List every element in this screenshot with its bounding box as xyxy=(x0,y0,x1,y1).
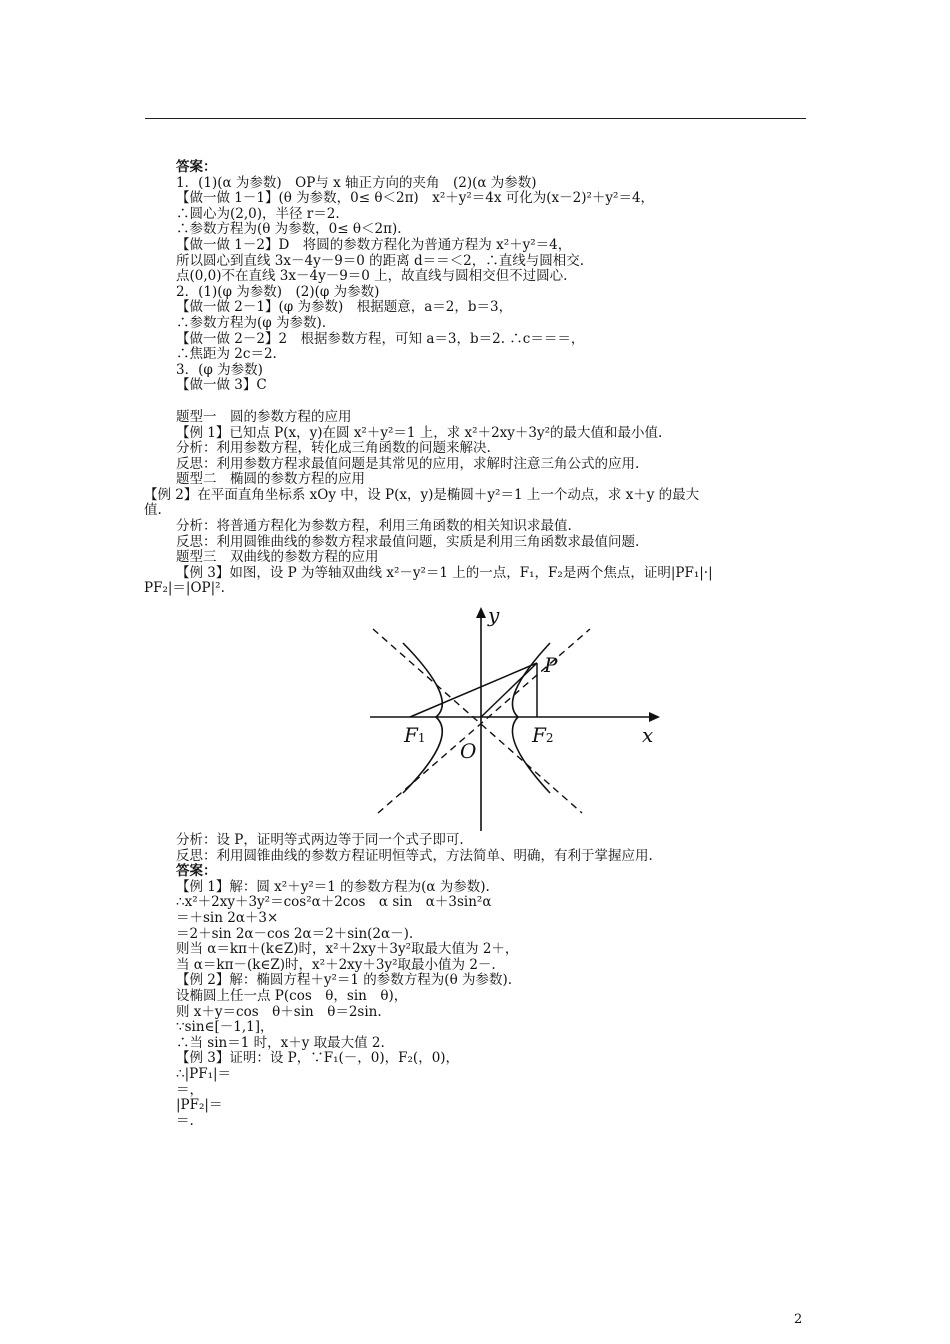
text-line: 【例 3】证明：设 P，∵F₁(－，0)，F₂(，0)， xyxy=(176,1050,460,1067)
text-line: 当 α＝kπ－(k∈Z)时，x²＋2xy＋3y²取最小值为 2－. xyxy=(176,956,496,973)
text-line: ＝2＋sin 2α－cos 2α＝2＋sin(2α－). xyxy=(176,925,414,942)
text-line: 1．(1)(α 为参数) OP与 x 轴正方向的夹角 (2)(α 为参数) xyxy=(176,174,537,191)
page-number: 2 xyxy=(794,1312,803,1327)
text-line: ∴圆心为(2,0)，半径 r＝2. xyxy=(176,205,340,222)
analysis-block xyxy=(176,833,816,864)
focus-F1-label xyxy=(404,725,426,748)
header-rule xyxy=(145,118,806,119)
x-axis-label: x xyxy=(642,723,654,748)
text-line: 【做一做 1－1】(θ 为参数，0≤ θ＜2π) x²＋y²＝4x 可化为(x－2)²＋y²＝4， xyxy=(176,190,655,207)
spacer xyxy=(176,394,816,410)
text-line: 设椭圆上任一点 P(cos θ，sin θ)， xyxy=(176,987,408,1004)
hyperbola-diagram xyxy=(370,603,670,831)
text-line: ∴焦距为 2c＝2. xyxy=(176,346,277,363)
text-line: 分析：利用参数方程，转化成三角函数的问题来解决. xyxy=(176,440,491,457)
text-line: 值. xyxy=(144,502,162,519)
focus-letter: F xyxy=(404,723,418,748)
segment-OP xyxy=(481,663,537,717)
text-line: ∴参数方程为(φ 为参数). xyxy=(176,314,327,331)
text-line: 所以圆心到直线 3x－4y－9＝0 的距离 d＝＝＜2，∴直线与圆相交. xyxy=(176,252,584,269)
focus-subscript: 2 xyxy=(545,731,554,746)
text-line: 【例 3】如图，设 P 为等轴双曲线 x²－y²＝1 上的一点，F₁，F₂是两个焦点，证明|PF₁|·| xyxy=(176,564,713,581)
text-line: 分析：设 P，证明等式两边等于同一个式子即可. xyxy=(176,832,464,849)
hyperbola-figure xyxy=(370,603,670,831)
text-line: 则 x＋y＝cos θ＋sin θ＝2sin. xyxy=(176,1003,382,1020)
text-line: |PF₂|＝ xyxy=(176,1097,223,1114)
text-line: ∴当 sin＝1 时，x＋y 取最大值 2. xyxy=(176,1034,385,1051)
x-axis-arrow xyxy=(649,712,660,722)
hyperbola-left-branch xyxy=(403,643,442,793)
segment-PF1 xyxy=(410,663,537,717)
text-line: ∴参数方程为(θ 为参数，0≤ θ＜2π). xyxy=(176,221,402,238)
text-line: 3．(φ 为参数) xyxy=(176,361,263,378)
point-P-label: P xyxy=(544,653,558,678)
section-heading: 题型二 椭圆的参数方程的应用 xyxy=(176,471,365,488)
y-axis-arrow xyxy=(476,607,486,618)
text-line: 【做一做 2－1】(φ 为参数) 根据题意，a＝2，b＝3， xyxy=(176,299,513,316)
answer-heading: 答案： xyxy=(176,863,217,880)
y-axis-label: y xyxy=(488,603,500,628)
text-line: 【做一做 1－2】D 将圆的参数方程化为普通方程为 x²＋y²＝4， xyxy=(176,236,572,253)
text-line: 点(0,0)不在直线 3x－4y－9＝0 上，故直线与圆相交但不过圆心. xyxy=(176,268,568,285)
answer-heading: 答案： xyxy=(176,159,217,175)
text-line: 【例 1】已知点 P(x，y)在圆 x²＋y²＝1 上，求 x²＋2xy＋3y²的最大值和最小值. xyxy=(176,424,663,441)
focus-subscript: 1 xyxy=(417,731,426,746)
section-heading: 题型三 双曲线的参数方程的应用 xyxy=(176,549,379,566)
page-content xyxy=(144,159,816,1129)
focus-F2-label xyxy=(532,725,554,748)
text-line: 2．(1)(φ 为参数) (2)(φ 为参数) xyxy=(176,283,380,300)
examples-block xyxy=(144,408,816,597)
text-line: 【做一做 2－2】2 根据参数方程，可知 a＝3，b＝2. ∴c＝＝＝， xyxy=(176,330,585,347)
text-line: ∴x²＋2xy＋3y²＝cos²α＋2cos α sin α＋3sin²α xyxy=(176,894,492,911)
text-line: ＝＋sin 2α＋3× xyxy=(176,910,279,926)
text-line: 反思：利用参数方程求最值问题是其常见的应用，求解时注意三角公式的应用. xyxy=(176,455,640,472)
text-line: 反思：利用圆锥曲线的参数方程求最值问题，实质是利用三角函数求最值问题. xyxy=(176,533,640,550)
section-heading: 题型一 圆的参数方程的应用 xyxy=(176,408,352,425)
text-line: 【做一做 3】C xyxy=(176,377,267,394)
origin-label: O xyxy=(460,739,477,764)
answers-block-1 xyxy=(176,176,816,394)
text-line: 则当 α＝kπ＋(k∈Z)时，x²＋2xy＋3y²取最大值为 2＋， xyxy=(176,941,519,958)
text-line: 反思：利用圆锥曲线的参数方程证明恒等式，方法简单、明确，有利于掌握应用. xyxy=(176,847,653,864)
text-line: 【例 2】在平面直角坐标系 xOy 中，设 P(x，y)是椭圆＋y²＝1 上一个动点，求 x＋y 的最大 xyxy=(144,486,700,503)
text-line: 分析：将普通方程化为参数方程，利用三角函数的相关知识求最值. xyxy=(176,518,572,535)
text-line: ∴|PF₁|＝ xyxy=(176,1065,232,1082)
focus-letter: F xyxy=(532,723,546,748)
text-line: ＝. xyxy=(176,1112,194,1129)
text-line: 【例 2】解：椭圆方程＋y²＝1 的参数方程为(θ 为参数). xyxy=(176,972,513,989)
text-line: ＝， xyxy=(176,1081,203,1098)
text-line: PF₂|＝|OP|². xyxy=(144,580,225,597)
answers-block-2 xyxy=(176,880,816,1130)
text-line: ∵sin∈[－1,1]， xyxy=(176,1019,274,1036)
text-line: 【例 1】解：圆 x²＋y²＝1 的参数方程为(α 为参数). xyxy=(176,878,490,895)
